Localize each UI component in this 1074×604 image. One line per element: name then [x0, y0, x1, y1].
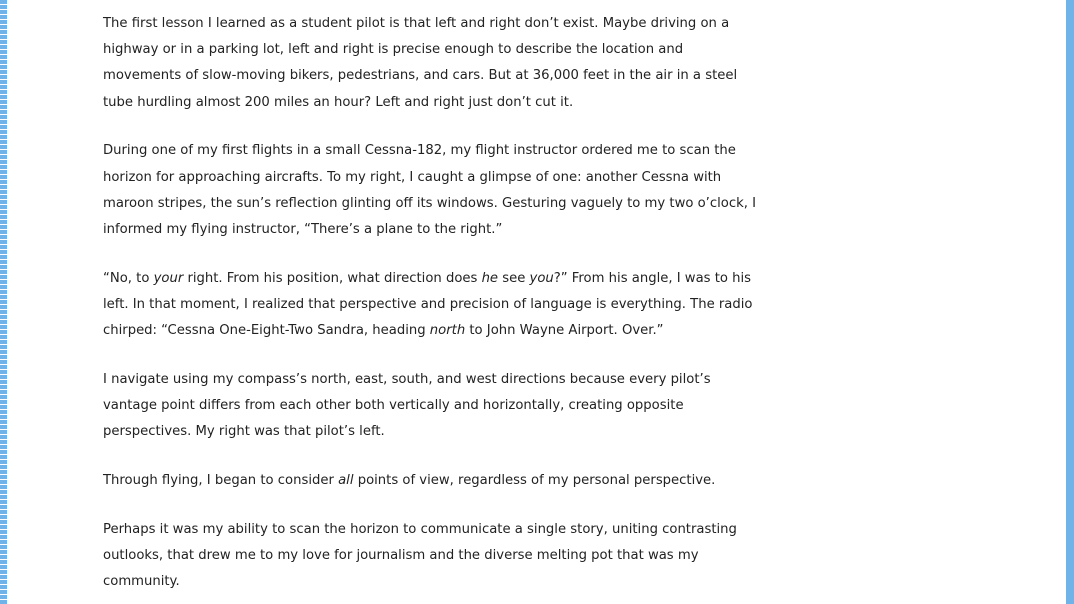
article-paragraph: [103, 367, 743, 446]
emphasis-text: north: [429, 323, 466, 339]
text-line: horizon for approaching aircrafts. To my right, I caught a glimpse of one: another Cessna with: [103, 169, 722, 185]
text-line: During one of my first flights in a small Cessna-182, my flight instructor ordered me to scan the: [103, 143, 736, 159]
text-line: community.: [103, 573, 180, 589]
article-body: [103, 11, 757, 604]
text-line: vantage point differs from each other both vertically and horizontally, creating opposite: [103, 397, 684, 413]
emphasis-text: all: [338, 472, 354, 488]
text-line: chirped: “Cessna One-Eight-Two Sandra, heading north to John Wayne Airport. Over.”: [103, 323, 664, 339]
text-line: informed my flying instructor, “There’s a plane to the right.”: [103, 221, 503, 237]
text-line: Perhaps it was my ability to scan the horizon to communicate a single story, uniting contrasting: [103, 521, 737, 537]
text-line: The first lesson I learned as a student pilot is that left and right don’t exist. Maybe driving on a: [103, 16, 730, 31]
article-paragraph: [103, 266, 753, 345]
text-line: perspectives. My right was that pilot’s left.: [103, 424, 385, 440]
emphasis-text: your: [153, 270, 184, 286]
text-line: movements of slow-moving bikers, pedestrians, and cars. But at 36,000 feet in the air in a steel: [103, 68, 738, 84]
text-line: highway or in a parking lot, left and right is precise enough to describe the location and: [103, 42, 684, 58]
text-line: “No, to your right. From his position, what direction does he see you?” From his angle, I was to his: [103, 270, 752, 286]
article-paragraph: [103, 138, 757, 243]
text-line: maroon stripes, the sun’s reflection glinting off its windows. Gesturing vaguely to my two o’clock, I: [103, 195, 757, 211]
article-paragraph: [103, 11, 743, 116]
text-line: left. In that moment, I realized that perspective and precision of language is everything. The radio: [103, 296, 753, 312]
text-line: tube hurdling almost 200 miles an hour? Left and right just don’t cut it.: [103, 94, 574, 110]
emphasis-text: he: [481, 270, 499, 286]
right-edge-scrollbar[interactable]: [1066, 0, 1074, 604]
article-paragraph: [103, 468, 743, 494]
text-line: Through flying, I began to consider all points of view, regardless of my personal perspective.: [103, 472, 716, 488]
left-edge-bar: [0, 0, 7, 604]
article-paragraph: [103, 517, 743, 596]
text-line: outlooks, that drew me to my love for journalism and the diverse melting pot that was my: [103, 547, 699, 563]
emphasis-text: you: [529, 270, 554, 286]
text-line: I navigate using my compass’s north, east, south, and west directions because every pilot’s: [103, 371, 711, 387]
